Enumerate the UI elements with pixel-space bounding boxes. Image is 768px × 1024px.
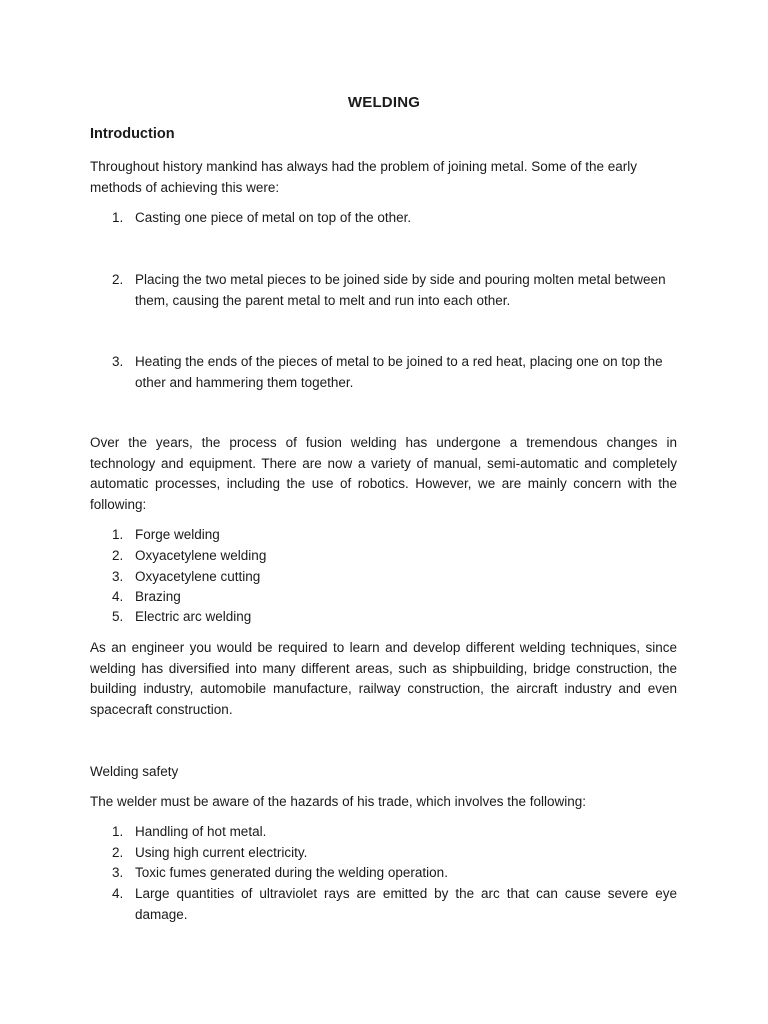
list-number: 2. xyxy=(112,845,124,860)
list-number: 3. xyxy=(112,354,124,369)
list-number: 4. xyxy=(112,589,124,604)
list-text: Casting one piece of metal on top of the other. xyxy=(135,210,412,225)
list-number: 1. xyxy=(112,824,124,839)
safety-paragraph: The welder must be aware of the hazards of his trade, which involves the following: xyxy=(90,794,587,809)
list-text: Oxyacetylene welding xyxy=(135,548,267,563)
list-number: 1. xyxy=(112,527,124,542)
list-number: 3. xyxy=(112,865,124,880)
list-number: 4. xyxy=(112,886,124,901)
introduction-heading: Introduction xyxy=(90,126,175,142)
list-text: Brazing xyxy=(135,589,181,604)
document-title: WELDING xyxy=(347,94,421,111)
list-number: 5. xyxy=(112,609,124,624)
fusion-welding-paragraph: Over the years, the process of fusion welding has undergone a tremendous changes in technology and equipment. There are now a variety of manual, semi-automatic and completely automatic processes, including the use of robotics. However, we are mainly concern with the following: xyxy=(90,435,677,512)
list-text: Forge welding xyxy=(135,527,220,542)
intro-paragraph: Throughout history mankind has always had the problem of joining metal. Some of the early methods of achieving this were: xyxy=(90,159,638,195)
list-text: Placing the two metal pieces to be joined side by side and pouring molten metal between them, causing the parent metal to melt and run into each other. xyxy=(135,272,666,308)
list-text: Electric arc welding xyxy=(135,609,252,624)
list-text: Using high current electricity. xyxy=(135,845,308,860)
engineer-paragraph: As an engineer you would be required to learn and develop different welding techniques, since welding has diversified into many different areas, such as shipbuilding, bridge construction, the building industry, automobile manufacture, railway construction, the aircraft industry and even spacecraft construction. xyxy=(90,640,677,717)
list-text: Large quantities of ultraviolet rays are emitted by the arc that can cause severe eye damage. xyxy=(135,886,677,922)
list-text: Heating the ends of the pieces of metal to be joined to a red heat, placing one on top the other and hammering them together. xyxy=(135,354,663,390)
list-number: 1. xyxy=(112,210,124,225)
welding-safety-heading: Welding safety xyxy=(90,764,179,779)
list-text: Oxyacetylene cutting xyxy=(135,569,261,584)
list-number: 3. xyxy=(112,569,124,584)
list-text: Toxic fumes generated during the welding operation. xyxy=(135,865,448,880)
list-number: 2. xyxy=(112,548,124,563)
list-text: Handling of hot metal. xyxy=(135,824,267,839)
list-number: 2. xyxy=(112,272,124,287)
